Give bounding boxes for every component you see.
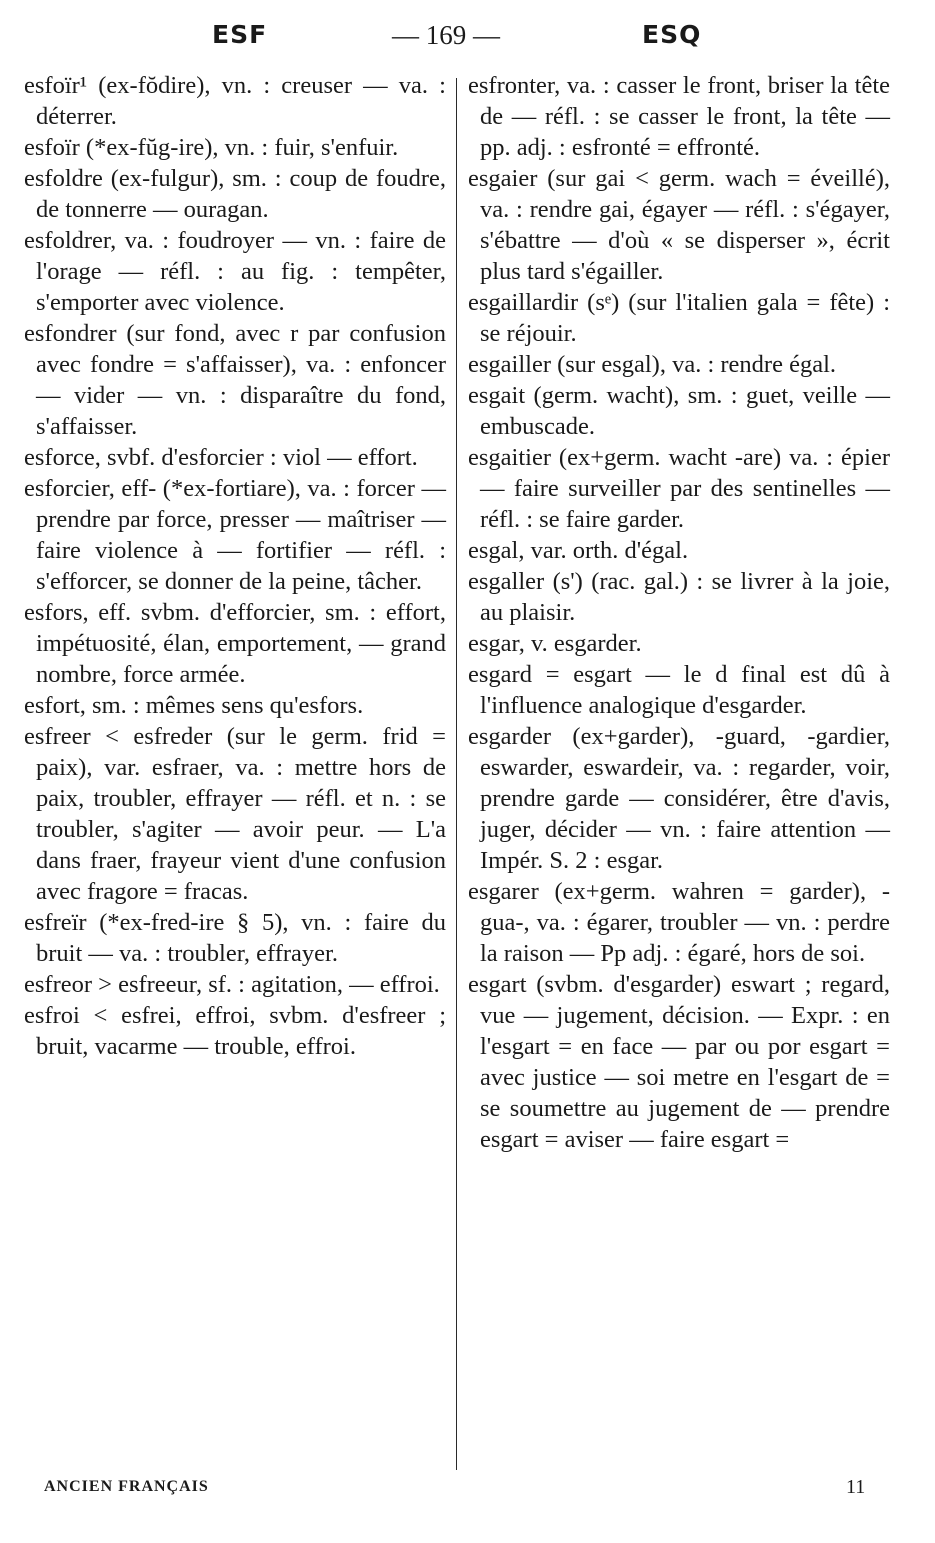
dictionary-entry: esgarder (ex+garder), -guard, -gardier, eswarder, eswardeir, va. : regarder, voir, prendre garde — considérer, être d'avis, juger, décider — vn. : faire attention — Impér. S. 2 : esgar. bbox=[468, 723, 890, 874]
running-head-left: ESF bbox=[212, 20, 268, 49]
dictionary-entry: esgarer (ex+germ. wahren = garder), -gua-, va. : égarer, troubler — vn. : perdre la raison — Pp adj. : égaré, hors de soi. bbox=[468, 878, 890, 967]
dictionary-entry: esfoldre (ex-fulgur), sm. : coup de foudre, de tonnerre — ouragan. bbox=[24, 165, 446, 223]
dictionary-entry: esgaller (s') (rac. gal.) : se livrer à la joie, au plaisir. bbox=[468, 568, 890, 626]
dictionary-entry: esgal, var. orth. d'égal. bbox=[468, 537, 689, 564]
dictionary-entry: esforcier, eff- (*ex-fortiare), va. : forcer — prendre par force, presser — maîtriser — faire violence à — fortifier — réfl. : s'efforcer, se donner de la peine, tâcher. bbox=[24, 475, 446, 595]
page-header bbox=[20, 20, 915, 60]
dictionary-entry: esgard = esgart — le d final est dû à l'influence analogique d'esgarder. bbox=[468, 661, 890, 719]
dictionary-entry: esfort, sm. : mêmes sens qu'esfors. bbox=[24, 692, 364, 719]
dictionary-entry: esfors, eff. svbm. d'efforcier, sm. : effort, impétuosité, élan, emportement, — grand nombre, force armée. bbox=[24, 599, 446, 688]
column-divider bbox=[456, 78, 457, 1470]
dictionary-entry: esgailler (sur esgal), va. : rendre égal. bbox=[468, 351, 837, 378]
dictionary-entry: esfreïr (*ex-fred-ire § 5), vn. : faire du bruit — va. : troubler, effrayer. bbox=[24, 909, 446, 967]
dictionary-entry: esgait (germ. wacht), sm. : guet, veille — embuscade. bbox=[468, 382, 890, 440]
running-head-right: ESQ bbox=[642, 20, 702, 49]
dictionary-entry: esfoldrer, va. : foudroyer — vn. : faire de l'orage — réfl. : au fig. : tempêter, s'emporter avec violence. bbox=[24, 227, 446, 316]
dictionary-entry: esfronter, va. : casser le front, briser la tête de — réfl. : se casser le front, la tête — pp. adj. : esfronté = effronté. bbox=[468, 72, 890, 161]
footer-title: ANCIEN FRANÇAIS bbox=[44, 1478, 209, 1495]
dictionary-entry: esgart (svbm. d'esgarder) eswart ; regard, vue — jugement, décision. — Expr. : en l'esgart = en face — par ou por esgart = avec justice — soi metre en l'esgart de = se soumettre au jugement de — prendre esgart = aviser — faire esgart = bbox=[468, 971, 890, 1153]
left-column bbox=[24, 70, 446, 1062]
page-number: — 169 — bbox=[392, 20, 500, 50]
dictionary-entry: esfroi < esfrei, effroi, svbm. d'esfreer ; bruit, vacarme — trouble, effroi. bbox=[24, 1002, 446, 1060]
signature-number: 11 bbox=[846, 1476, 866, 1498]
right-column bbox=[468, 70, 890, 1155]
dictionary-entry: esfoïr¹ (ex-fŏdire), vn. : creuser — va. : déterrer. bbox=[24, 72, 446, 130]
dictionary-entry: esforce, svbf. d'esforcier : viol — effort. bbox=[24, 444, 418, 471]
dictionary-entry: esgaillardir (sᵉ) (sur l'italien gala = fête) : se réjouir. bbox=[468, 289, 890, 347]
dictionary-entry: esfreer < esfreder (sur le germ. frid = paix), var. esfraer, va. : mettre hors de paix, troubler, effrayer — réfl. et n. : se troubler, s'agiter — avoir peur. — L'a dans fraer, frayeur vient d'une confusion avec fragore = fracas. bbox=[24, 723, 446, 905]
dictionary-entry: esgar, v. esgarder. bbox=[468, 630, 642, 657]
dictionary-entry: esgaitier (ex+germ. wacht -are) va. : épier — faire surveiller par des sentinelles — réfl. : se faire garder. bbox=[468, 444, 890, 533]
dictionary-entry: esfreor > esfreeur, sf. : agitation, — effroi. bbox=[24, 971, 440, 998]
dictionary-entry: esfoïr (*ex-fŭg-ire), vn. : fuir, s'enfuir. bbox=[24, 134, 399, 161]
dictionary-entry: esgaier (sur gai < germ. wach = éveillé), va. : rendre gai, égayer — réfl. : s'égayer, s'ébattre — d'où « se disperser », écrit plus tard s'égailler. bbox=[468, 165, 890, 285]
dictionary-entry: esfondrer (sur fond, avec r par confusion avec fondre = s'affaisser), va. : enfoncer — vider — vn. : disparaître du fond, s'affaisser. bbox=[24, 320, 446, 440]
